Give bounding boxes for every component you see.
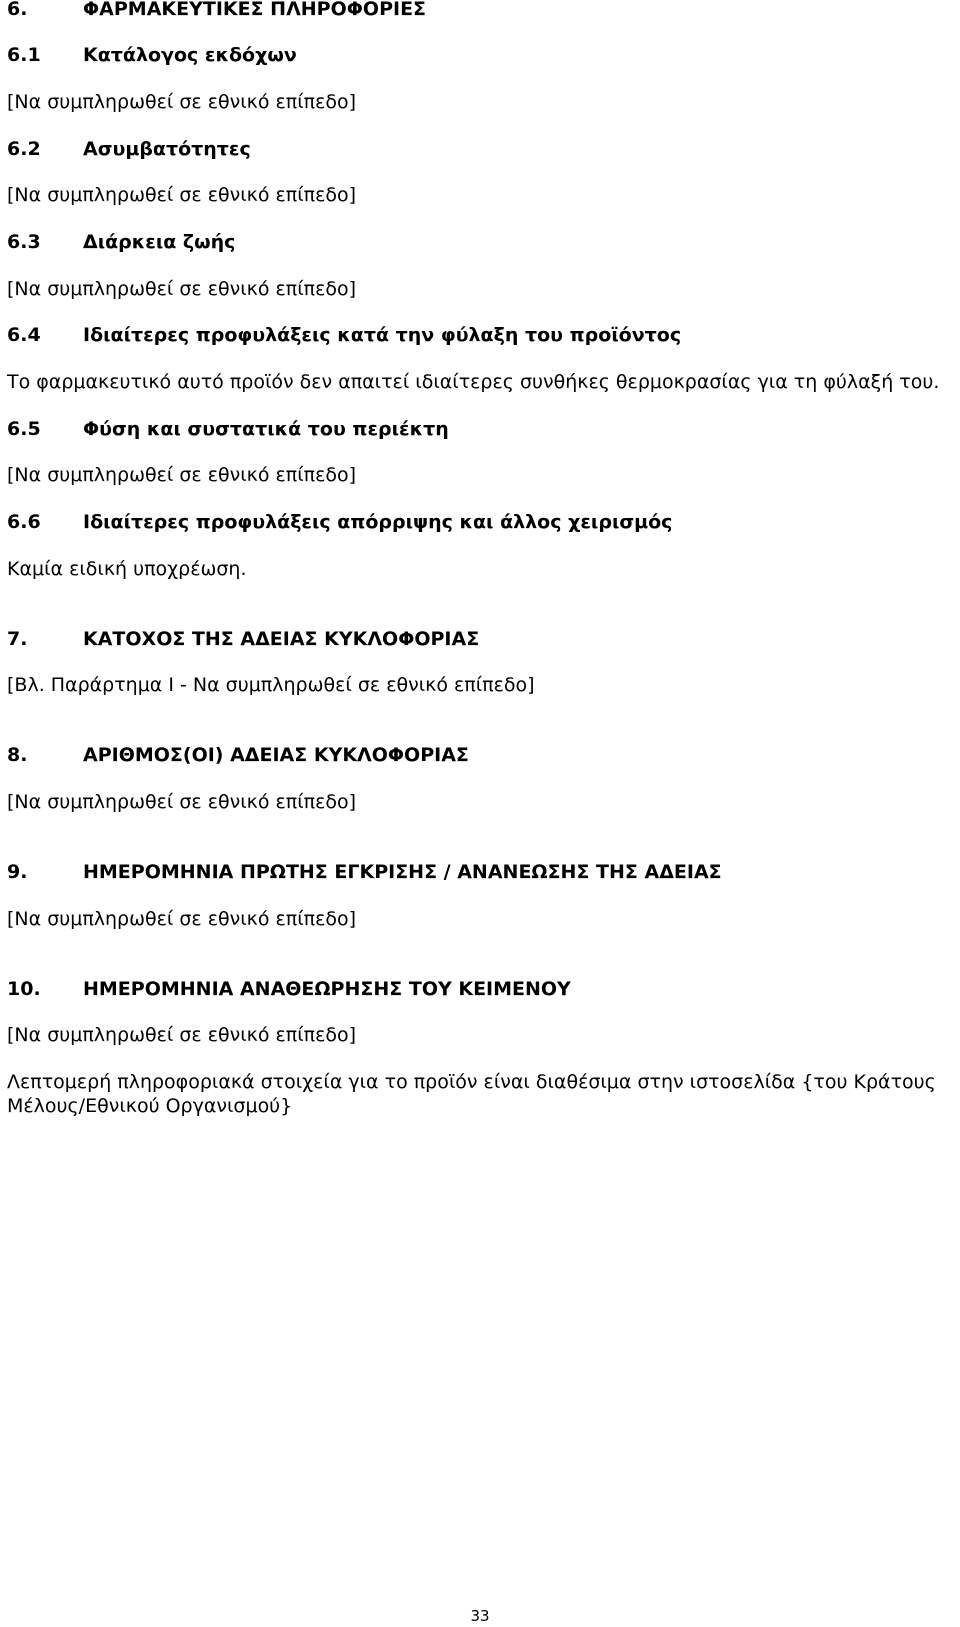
section-6-4-body: Το φαρμακευτικό αυτό προϊόν δεν απαιτεί ιδιαίτερες συνθήκες θερμοκρασίας για τη φύλαξή του. bbox=[7, 371, 940, 393]
section-6-3-body: [Να συμπληρωθεί σε εθνικό επίπεδο] bbox=[7, 278, 357, 300]
section-title: Κατάλογος εκδόχων bbox=[83, 44, 297, 66]
section-title: ΑΡΙΘΜΟΣ(ΟΙ) ΑΔΕΙΑΣ ΚΥΚΛΟΦΟΡΙΑΣ bbox=[83, 744, 469, 766]
section-number: 9. bbox=[7, 861, 28, 883]
section-title: Φύση και συστατικά του περιέκτη bbox=[83, 418, 449, 440]
section-title: ΗΜΕΡΟΜΗΝΙΑ ΠΡΩΤΗΣ ΕΓΚΡΙΣΗΣ / ΑΝΑΝΕΩΣΗΣ ΤΗΣ ΑΔΕΙΑΣ bbox=[83, 861, 722, 883]
section-number: 6.4 bbox=[7, 324, 41, 346]
section-title: Διάρκεια ζωής bbox=[83, 231, 236, 253]
section-number: 10. bbox=[7, 978, 41, 1000]
section-title: Ιδιαίτερες προφυλάξεις απόρριψης και άλλος χειρισμός bbox=[83, 511, 673, 533]
section-title: ΚΑΤΟΧΟΣ ΤΗΣ ΑΔΕΙΑΣ ΚΥΚΛΟΦΟΡΙΑΣ bbox=[83, 628, 480, 650]
section-6-6-body: Καμία ειδική υποχρέωση. bbox=[7, 558, 247, 580]
section-number: 6.3 bbox=[7, 231, 41, 253]
section-number: 6.5 bbox=[7, 418, 41, 440]
section-title: ΦΑΡΜΑΚΕΥΤΙΚΕΣ ΠΛΗΡΟΦΟΡΙΕΣ bbox=[83, 0, 427, 20]
section-number: 6. bbox=[7, 0, 28, 20]
section-title: Ασυμβατότητες bbox=[83, 138, 251, 160]
section-6-5-body: [Να συμπληρωθεί σε εθνικό επίπεδο] bbox=[7, 464, 357, 486]
section-6-2-body: [Να συμπληρωθεί σε εθνικό επίπεδο] bbox=[7, 184, 357, 206]
page-number: 33 bbox=[470, 1607, 490, 1625]
section-number: 7. bbox=[7, 628, 28, 650]
section-7-body: [Βλ. Παράρτημα I - Να συμπληρωθεί σε εθνικό επίπεδο] bbox=[7, 674, 535, 696]
section-6-1-body: [Να συμπληρωθεί σε εθνικό επίπεδο] bbox=[7, 91, 357, 113]
section-number: 6.2 bbox=[7, 138, 41, 160]
section-title: ΗΜΕΡΟΜΗΝΙΑ ΑΝΑΘΕΩΡΗΣΗΣ ΤΟΥ ΚΕΙΜΕΝΟΥ bbox=[83, 978, 571, 1000]
section-number: 6.1 bbox=[7, 44, 41, 66]
section-number: 6.6 bbox=[7, 511, 41, 533]
section-9-body: [Να συμπληρωθεί σε εθνικό επίπεδο] bbox=[7, 908, 357, 930]
section-number: 8. bbox=[7, 744, 28, 766]
section-8-body: [Να συμπληρωθεί σε εθνικό επίπεδο] bbox=[7, 791, 357, 813]
section-10-body: [Να συμπληρωθεί σε εθνικό επίπεδο] bbox=[7, 1024, 357, 1046]
section-title: Ιδιαίτερες προφυλάξεις κατά την φύλαξη του προϊόντος bbox=[83, 324, 682, 346]
footer-note: Λεπτομερή πληροφοριακά στοιχεία για το προϊόν είναι διαθέσιμα στην ιστοσελίδα {του Κράτους Μέλους/Εθνικού Οργανισμού} bbox=[7, 1071, 936, 1117]
